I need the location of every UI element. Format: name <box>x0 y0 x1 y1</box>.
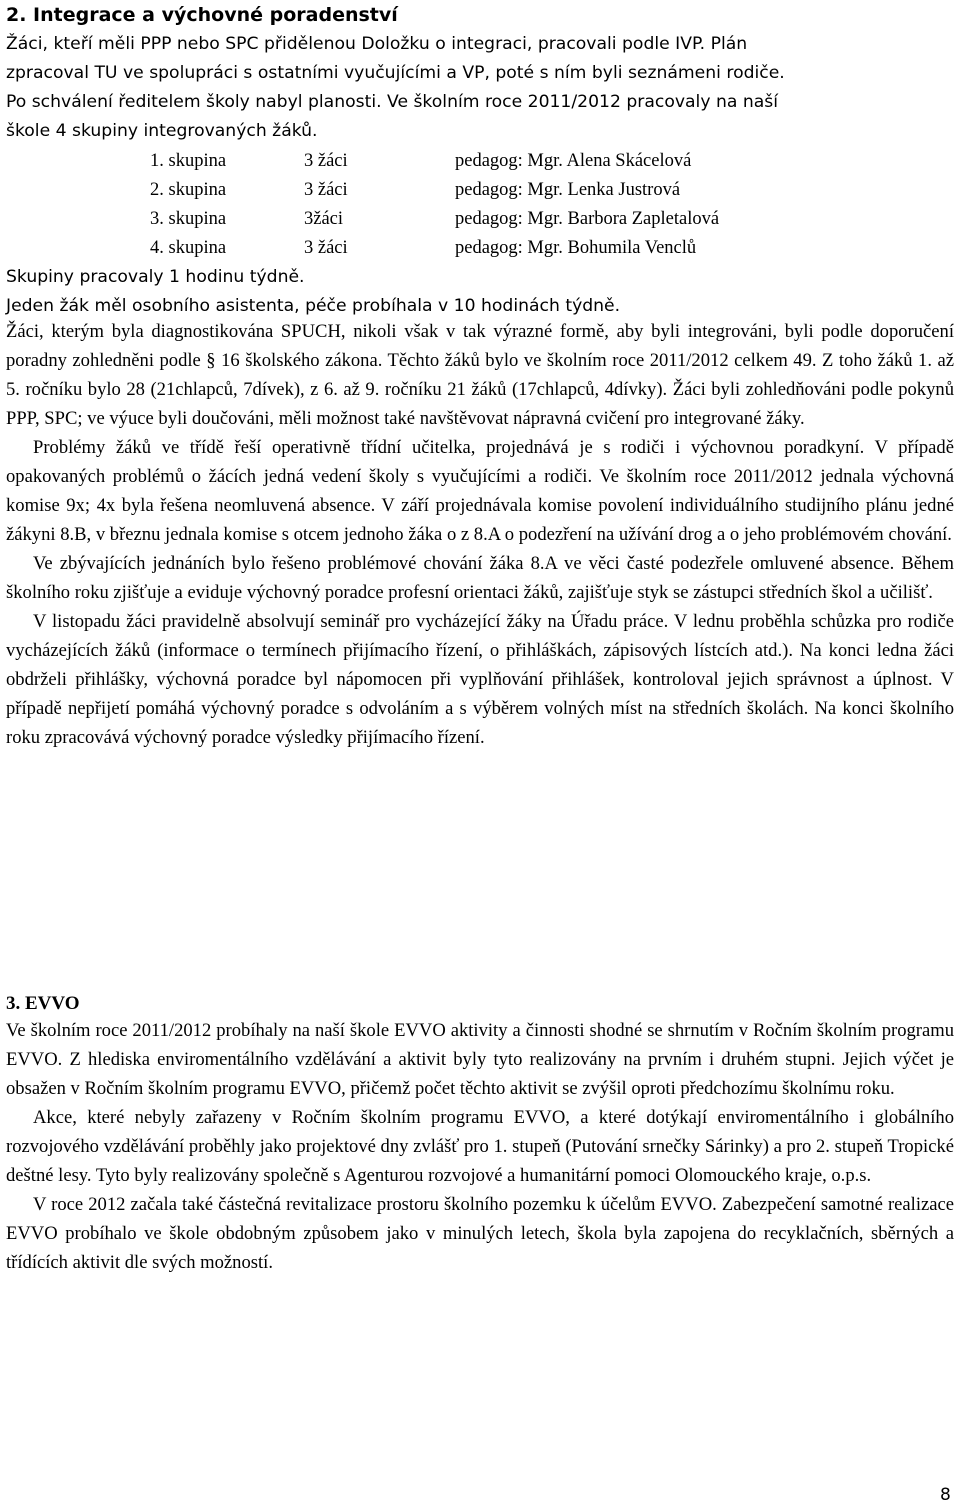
paragraph: Ve zbývajících jednáních bylo řešeno problémové chování žáka 8.A ve věci časté podezřele omluvené absence. Během školního roku zjišťuje a eviduje výchovný poradce profesní orientaci žáků, zajišťuje styk se zástupci středních škol a učilišť. <box>6 553 954 603</box>
group-row <box>6 176 954 205</box>
group-pupils: 3 žáci <box>304 180 348 200</box>
paragraph: Ve školním roce 2011/2012 probíhaly na naší škole EVVO aktivity a činnosti shodné se shrnutím v Ročním školním programu EVVO. Z hlediska enviromentálního vzdělávání a aktivit byly tyto realizovány na prvním i druhém stupni. Jejich výčet je obsažen v Ročním školním programu EVVO, přičemž počet těchto aktivit se zvýšil oproti předchozímu školnímu roku. <box>6 1020 954 1099</box>
intro-line-4: škole 4 skupiny integrovaných žáků. <box>6 121 318 141</box>
intro-line-3: Po schválení ředitelem školy nabyl planosti. Ve školním roce 2011/2012 pracovaly na naší <box>6 92 778 112</box>
page-number: 8 <box>940 1485 951 1505</box>
group-teacher: pedagog: Mgr. Alena Skácelová <box>455 151 692 171</box>
group-name: 4. skupina <box>150 238 227 258</box>
section-3-heading: 3. EVVO <box>6 993 80 1014</box>
intro-line-2: zpracoval TU ve spolupráci s ostatními vyučujícími a VP, poté s ním byli seznámeni rodiče. <box>6 63 785 83</box>
group-teacher: pedagog: Mgr. Lenka Justrová <box>455 180 681 200</box>
groups-note: Skupiny pracovaly 1 hodinu týdně. <box>6 267 305 287</box>
paragraph: V roce 2012 začala také částečná revitalizace prostoru školního pozemku k účelům EVVO. Zabezpečení samotné realizace EVVO probíhalo ve škole obdobným způsobem jako v minulých letech, škola byla zapojena do recyklačních, sběrných a třídících aktivit dle svých možností. <box>6 1194 954 1273</box>
group-teacher: pedagog: Mgr. Bohumila Venclů <box>455 238 697 258</box>
group-name: 2. skupina <box>150 180 227 200</box>
paragraph: Akce, které nebyly zařazeny v Ročním školním programu EVVO, a které dotýkají enviromentálního i globálního rozvojového vzdělávání proběhly jako projektové dny zvlášť pro 1. stupeň (Putování srnečky Sárinky) a pro 2. stupeň Tropické deštné lesy. Tyto byly realizovány společně s Agenturou rozvojové a humanitární pomoci Olomouckého kraje, o.p.s. <box>6 1107 954 1186</box>
integration-groups-list <box>6 147 954 263</box>
intro-line-1: Žáci, kteří měli PPP nebo SPC přidělenou Doložku o integraci, pracovali podle IVP. Plán <box>6 34 748 54</box>
section-2-body <box>6 317 954 752</box>
group-pupils: 3 žáci <box>304 151 348 171</box>
group-name: 1. skupina <box>150 151 227 171</box>
paragraph: Žáci, kterým byla diagnostikována SPUCH, nikoli však v tak výrazné formě, aby byli integrováni, byli podle doporučení poradny zohledněni podle § 16 školského zákona. Těchto žáků bylo ve školním roce 2011/2012 celkem 49. Z toho žáků 1. až 5. ročníku bylo 28 (21chlapců, 7dívek), z 6. až 9. ročníku 21 žáků (17chlapců, 4dívky). Žáci byli zohledňováni podle pokynů PPP, SPC; ve výuce byli doučováni, měli možnost také navštěvovat nápravná cvičení pro integrované žáky. <box>6 321 954 429</box>
group-row <box>6 147 954 176</box>
group-row <box>6 205 954 234</box>
assistant-note: Jeden žák měl osobního asistenta, péče probíhala v 10 hodinách týdně. <box>6 296 621 316</box>
paragraph: V listopadu žáci pravidelně absolvují seminář pro vycházející žáky na Úřadu práce. V lednu proběhla schůzka pro rodiče vycházejících žáků (informace o termínech přijímacího řízení, o přihláškách, zápisových lístcích atd.). Na konci ledna žáci obdrželi přihlášky, výchovná poradce byl nápomocen při vyplňování přihlášek, kontroloval jejich správnost a úplnost. V případě nepřijetí pomáhá výchovný poradce s odvoláním a s výběrem volných míst na středních školách. Na konci školního roku zpracovává výchovný poradce výsledky přijímacího řízení. <box>6 611 954 748</box>
section-3-body <box>6 1016 954 1277</box>
group-row <box>6 234 954 263</box>
paragraph: Problémy žáků ve třídě řeší operativně třídní učitelka, projednává je s rodiči i výchovnou poradkyní. V případě opakovaných problémů o žácích jedná vedení školy s vyučujícími a rodiči. Ve školním roce 2011/2012 jednala výchovná komise 9x; 4x byla řešena neomluvená absence. V září projednávala komise povolení individuálního studijního plánu jedné žákyni 8.B, v březnu jednala komise s otcem jednoho žáka o z 8.A o podezření na užívání drog a o jeho problémovém chování. <box>6 437 954 545</box>
group-name: 3. skupina <box>150 209 227 229</box>
group-pupils: 3žáci <box>304 209 344 229</box>
section-2-heading: 2. Integrace a výchovné poradenství <box>6 4 398 26</box>
group-pupils: 3 žáci <box>304 238 348 258</box>
group-teacher: pedagog: Mgr. Barbora Zapletalová <box>455 209 720 229</box>
